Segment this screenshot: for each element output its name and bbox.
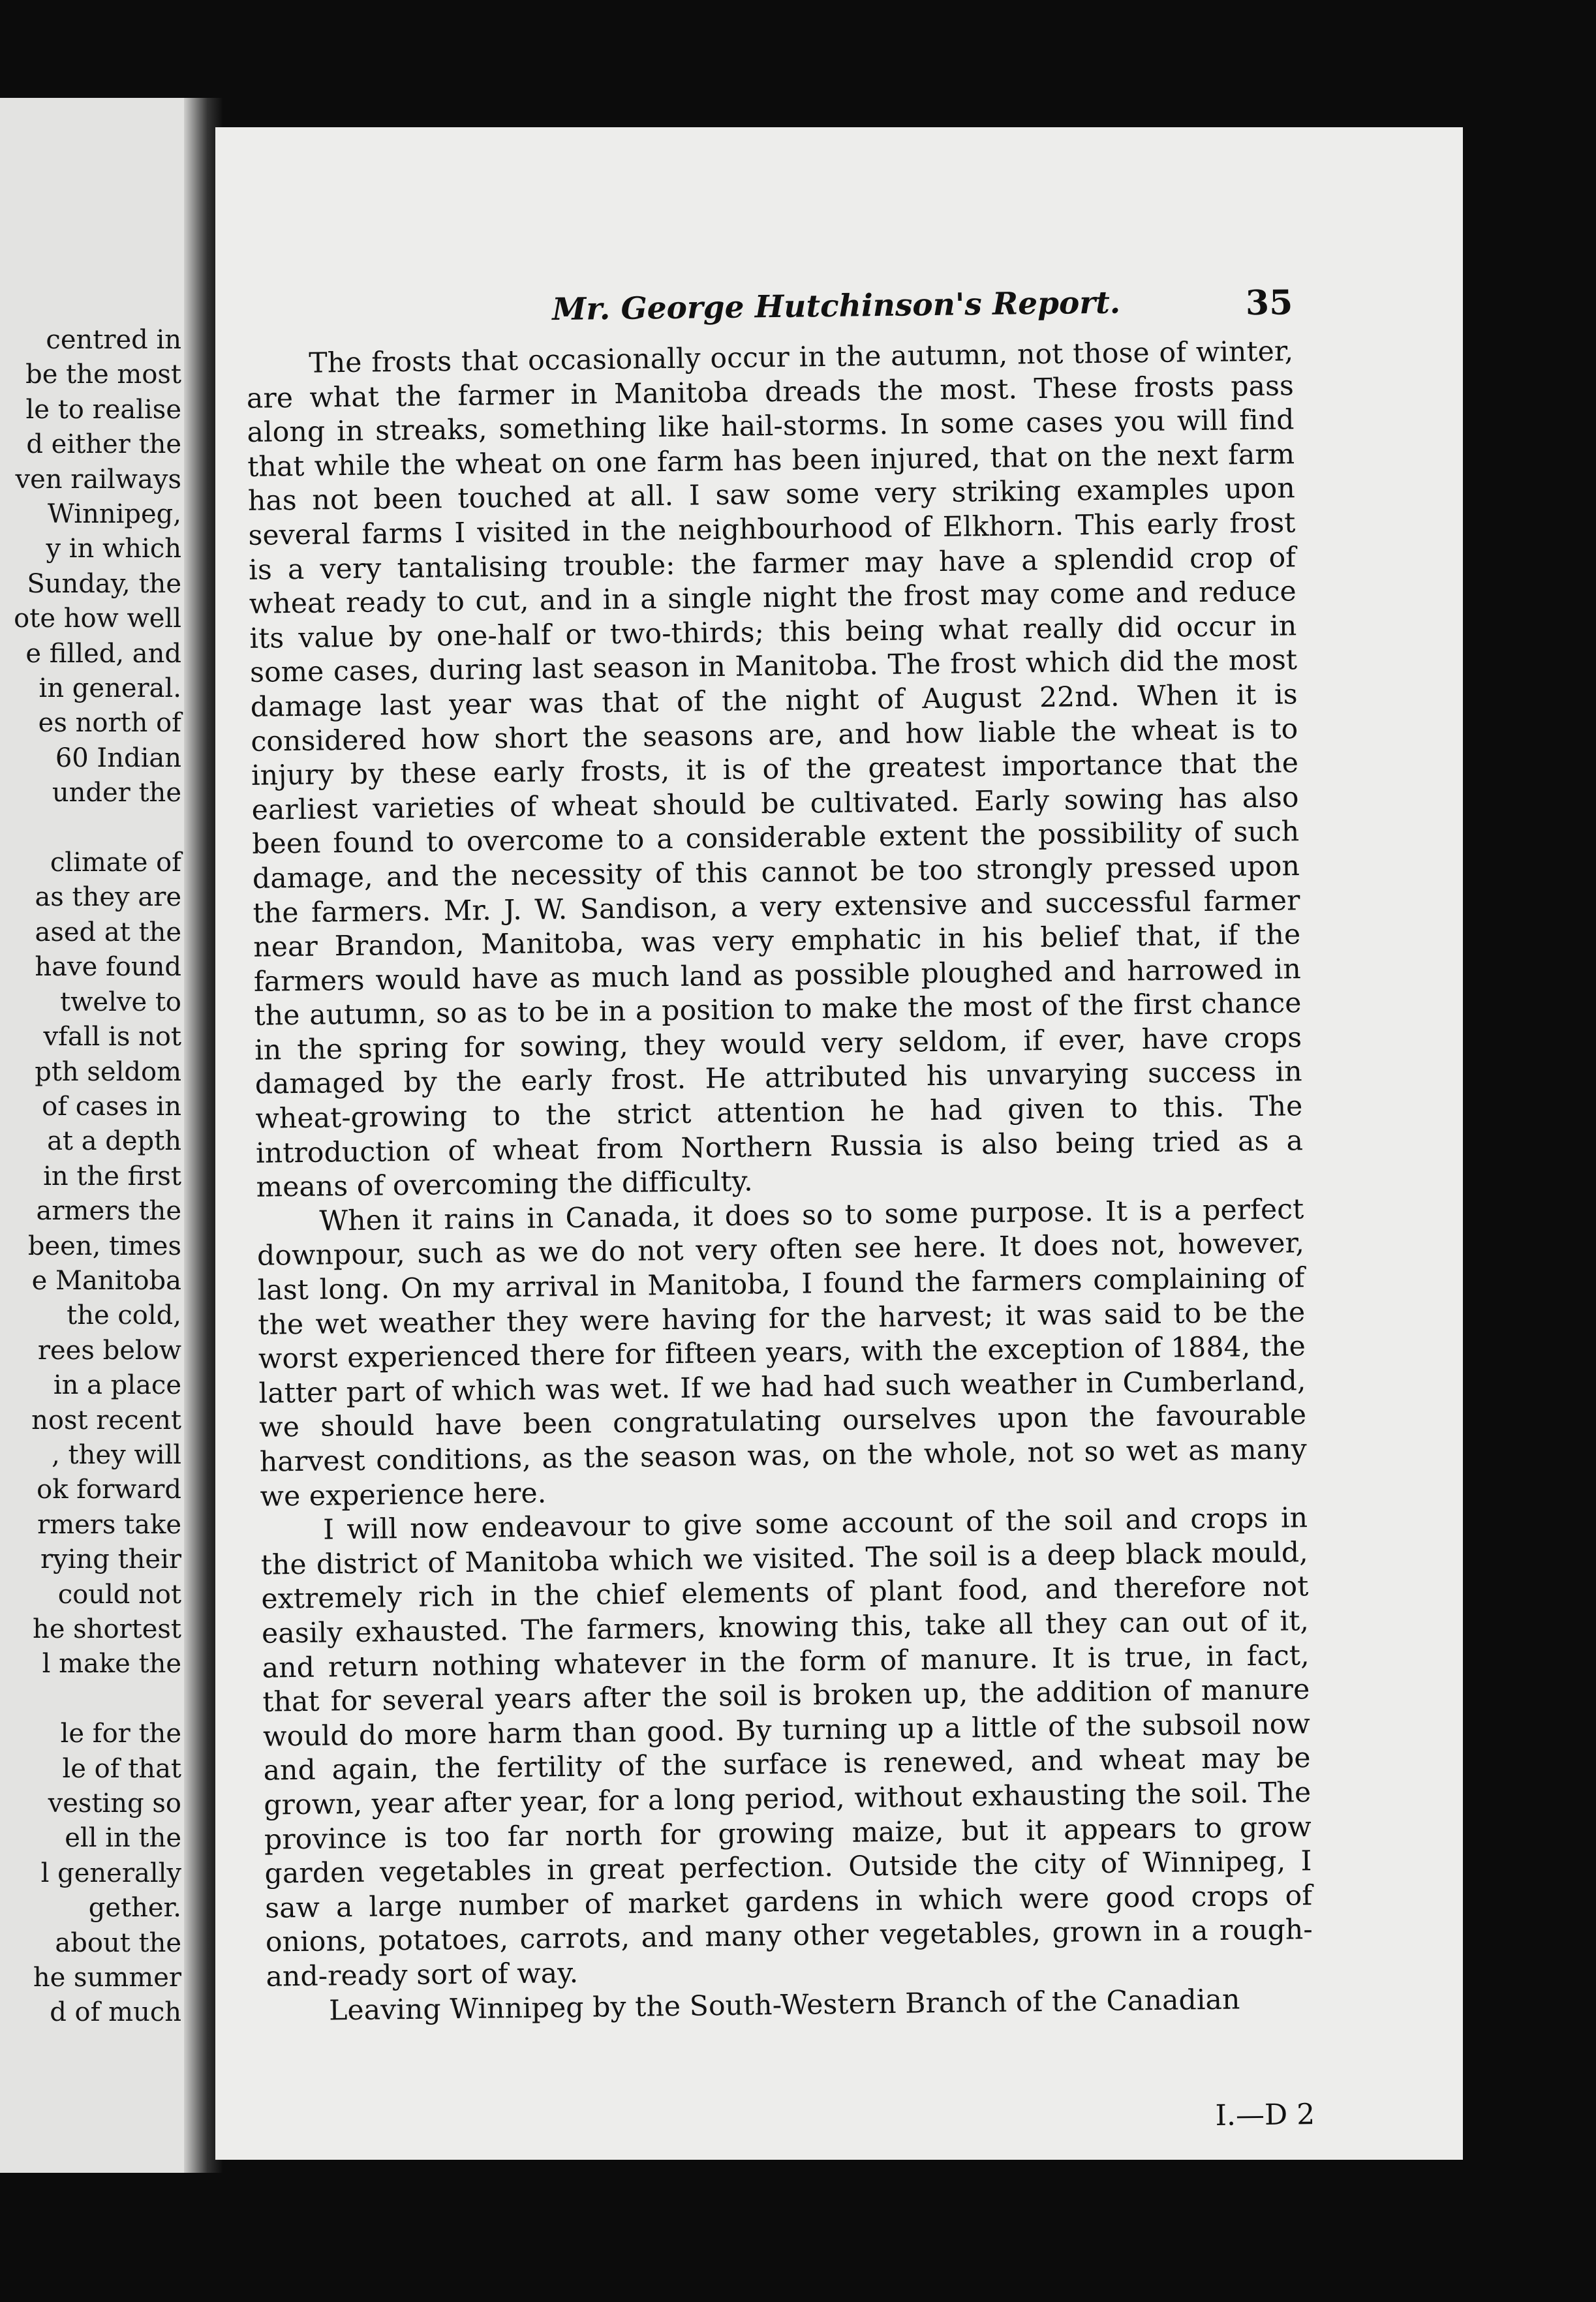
- left-page-line: d either the: [26, 429, 181, 460]
- signature-mark: I.—D 2: [1215, 2098, 1315, 2132]
- right-page: [215, 127, 1463, 2160]
- left-page-line: about the: [55, 1927, 181, 1958]
- left-page-line: rying their: [40, 1544, 181, 1575]
- left-page-gap: [14, 811, 181, 846]
- paragraph-frosts: The frosts that occasionally occur in the autumn, not those of winter, are what the farmer in Manitoba dreads the most. These frosts pass along in streaks, something like hail-storms. In some cases you will find that while the wheat on one farm has been injured, that on the next farm has not been touched at all. I saw some very striking examples upon several farms I visited in the neighbourhood of Elkhorn. This early frost is a very tantalising trouble: the farmer may have a splendid crop of wheat ready to cut, and in a single night the frost may come and reduce its value by one-half or two-thirds; this being what really did occur in some cases, during last season in Manitoba. The frost which did the most damage last year was that of the night of August 22nd. When it is considered how short the seasons are, and how liable the wheat is to injury by these early frosts, it is of the greatest importance that the earliest varieties of wheat should be cultivated. Early sowing has also been found to overcome to a considerable extent the possibility of such damage, and the necessity of this cannot be too strongly pressed upon the farmers. Mr. J. W. Sandison, a very extensive and successful farmer near Brandon, Manitoba, was very emphatic in his belief that, if the farmers would have as much land as possible ploughed and harrowed in the autumn, so as to be in a position to make the most of the first chance in the spring for sowing, they would very seldom, if ever, have crops damaged by the early frost. He attributed his unvarying success in wheat-growing to the strict attention he had given to this. The introduction of wheat from Northern Russia is also being tried as a means of overcoming the difficulty.: [246, 335, 1304, 1205]
- left-page-line: under the: [52, 778, 181, 808]
- left-page-line: rmers take: [37, 1509, 181, 1540]
- left-page-line: in general.: [38, 673, 181, 704]
- left-page-line: he shortest: [33, 1614, 181, 1645]
- left-page-line: ok forward: [37, 1475, 181, 1505]
- left-page-line: climate of: [50, 848, 181, 878]
- left-page-line: vfall is not: [43, 1022, 181, 1052]
- left-page-line: y in which: [46, 534, 181, 564]
- paragraph-soil: I will now endeavour to give some account of the soil and crops in the district of Manitoba which we visited. The soil is a deep black mould, extremely rich in the chief elements of plant food, and therefore not easily exhausted. The farmers, knowing this, take all they can out of it, and return nothing whatever in the form of manure. It is true, in fact, that for several years after the soil is broken up, the addition of manure would do more harm than good. By turning up a little of the subsoil now and again, the fertility of the surface is renewed, and wheat may be grown, year after year, for a long period, without exhausting the soil. The province is too far north for growing maize, but it appears to grow garden vegetables in great perfection. Outside the city of Winnipeg, I saw a large number of market gardens in which were good crops of onions, potatoes, carrots, and many other vegetables, grown in a rough-and-ready sort of way.: [260, 1502, 1313, 1993]
- left-page-line: of cases in: [42, 1091, 181, 1122]
- left-page-line: d of much: [50, 1997, 181, 2028]
- paragraph-rains: When it rains in Canada, it does so to some purpose. It is a perfect downpour, such as we do not very often see here. It does not, however, last long. On my arrival in Manitoba, I found the farmers complaining of the wet weather they were having for the harvest; it was said to be the worst experienced there for fifteen years, with the exception of 1884, the latter part of which was wet. If we had had such weather in Cumberland, we should have been congratulating ourselves upon the favourable harvest conditions, as the season was, on the whole, not so wet as many we experience here.: [256, 1193, 1308, 1513]
- left-page-line: nost recent: [31, 1405, 181, 1435]
- paragraph-leaving-winnipeg: Leaving Winnipeg by the South-Western Branch of the Canadian: [328, 1983, 1240, 2027]
- left-page-line: the cold,: [67, 1300, 181, 1331]
- left-page-line: he summer: [33, 1963, 181, 1993]
- left-page-line: es north of: [38, 708, 181, 739]
- left-page-text: [14, 323, 181, 2031]
- left-page-line: in the first: [43, 1161, 181, 1191]
- left-page-line: ven railways: [15, 464, 181, 495]
- left-page-line: 60 Indian: [55, 743, 181, 773]
- left-page-line: vesting so: [48, 1788, 181, 1819]
- left-page-line: l make the: [42, 1649, 181, 1680]
- left-page-line: could not: [57, 1579, 181, 1610]
- page-number: 35: [1245, 283, 1293, 324]
- left-page-gap: [14, 1682, 181, 1717]
- left-page-line: ell in the: [65, 1823, 181, 1854]
- body-text: [246, 335, 1313, 2029]
- page-content: [243, 127, 1315, 2160]
- left-page-line: have found: [35, 952, 181, 983]
- left-page-line: l generally: [40, 1858, 181, 1888]
- left-page-line: e Manitoba: [31, 1265, 181, 1296]
- left-page-line: pth seldom: [35, 1056, 181, 1087]
- left-page-line: rees below: [37, 1335, 181, 1366]
- left-page-line: Sunday, the: [27, 568, 181, 599]
- page-header: [245, 283, 1293, 335]
- running-head: Mr. George Hutchinson's Report.: [552, 284, 1121, 328]
- left-page-line: e filled, and: [25, 638, 181, 669]
- left-page-line: le of that: [62, 1753, 181, 1784]
- left-page-line: gether.: [88, 1893, 181, 1924]
- left-page-line: at a depth: [47, 1126, 181, 1157]
- left-page-line: le for the: [60, 1719, 181, 1749]
- left-page-line: in a place: [53, 1370, 181, 1401]
- left-page-line: be the most: [25, 360, 181, 390]
- left-page-line: as they are: [35, 882, 181, 913]
- left-page-line: ased at the: [35, 917, 181, 947]
- left-page-line: been, times: [27, 1231, 181, 1261]
- left-page-line: le to realise: [25, 394, 181, 425]
- left-page-line: armers the: [36, 1196, 181, 1227]
- left-page-line: ote how well: [14, 604, 181, 634]
- left-page-line: Winnipeg,: [47, 499, 181, 530]
- left-page-line: twelve to: [60, 987, 181, 1017]
- left-page: [0, 98, 196, 2173]
- left-page-line: centred in: [46, 325, 181, 355]
- left-page-line: , they will: [52, 1439, 181, 1470]
